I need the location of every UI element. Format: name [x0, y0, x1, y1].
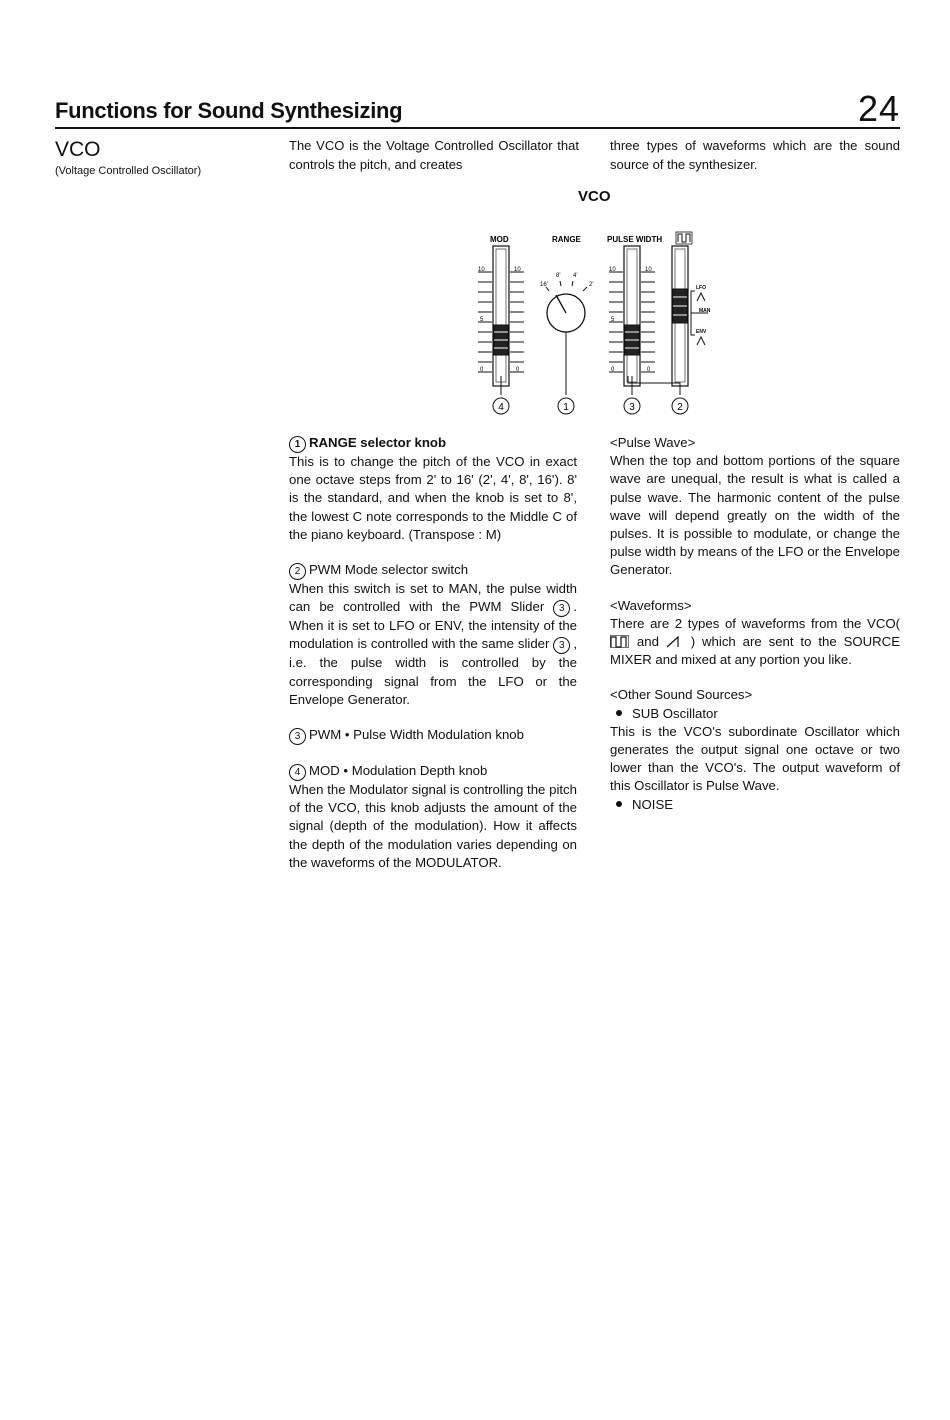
pwm-mode-body: When this switch is set to MAN, the pulse width can be controlled with the PWM Slider 3 . When it is set to LFO or ENV, the intensity of the modulation is controlled with the same slider 3 , i.e. the pulse width is controlled by the corresponding signal from the LFO or the Envelope Generator.: [289, 581, 577, 707]
callout-3: [624, 398, 640, 414]
sub-osc-label: SUB Oscillator: [610, 705, 900, 723]
range-knob-ticks: [546, 281, 587, 291]
waveforms-heading: <Waveforms>: [610, 597, 692, 613]
pwm-mode-switch[interactable]: [672, 246, 688, 386]
range-4-label: 4': [573, 273, 578, 279]
mod-scale-bottom: 0: [480, 367, 484, 373]
section-title: VCO: [55, 138, 101, 161]
pulse-width-slider[interactable]: [624, 246, 640, 386]
callout-2-number: 2: [677, 402, 683, 413]
range-knob[interactable]: [547, 294, 585, 332]
mod-scale-top: 10: [478, 267, 485, 273]
intro-col-2: three types of waveforms which are the sound source of the synthesizer.: [610, 138, 900, 172]
range-heading: 1 RANGE selector knob: [289, 434, 577, 453]
mod-label: MOD: [490, 235, 509, 244]
header-rule: [55, 127, 900, 129]
page-number: 24: [857, 88, 900, 129]
pwm-ref-b: 3: [553, 637, 570, 654]
callout-leaders: [501, 332, 680, 395]
intro-col-1: The VCO is the Voltage Controlled Oscillator that controls the pitch, and creates: [289, 138, 579, 172]
callout-2: [672, 398, 688, 414]
range-2-label: 2': [589, 282, 594, 288]
waveforms-body: There are 2 types of waveforms from the VCO( and ) which are sent to the SOURCE MIXER and mixed at any portion you like.: [610, 615, 900, 668]
mod-heading: 4 MOD • Modulation Depth knob: [289, 762, 577, 781]
bullet-icon: [616, 801, 622, 807]
range-16-label: 16': [540, 282, 548, 288]
pwm-mode-heading: 2 PWM Mode selector switch: [289, 561, 577, 580]
pwm-heading: 3 PWM • Pulse Width Modulation knob: [289, 726, 577, 745]
pwm-mode-brackets: [691, 291, 708, 345]
range-body: This is to change the pitch of the VCO in exact one octave steps from 2' to 16' (2', 4', 8', 16'). 8' is the standard, and when the knob is set to 8', the lowest C note corresponds to the Middle C of the piano keyboard. (Transpose : M): [289, 454, 577, 542]
pulse-width-label: PULSE WIDTH: [607, 235, 663, 244]
pwm-mode-number: 2: [289, 563, 306, 580]
callout-1: [558, 398, 574, 414]
mod-scale-bottom-right: 0: [516, 367, 520, 373]
page-header-title: Functions for Sound Synthesizing: [55, 98, 403, 123]
pwm-number: 3: [289, 728, 306, 745]
left-column: [289, 434, 577, 872]
pwm-ref-a: 3: [553, 600, 570, 617]
range-8-label: 8': [556, 273, 561, 279]
sawtooth-wave-icon: [666, 635, 684, 648]
callout-4-number: 4: [498, 402, 504, 413]
pw-scale-top-right: 10: [645, 267, 652, 273]
pulse-width-scale: [609, 272, 655, 372]
pulse-wave-symbol-icon: [676, 232, 692, 244]
range-number: 1: [289, 436, 306, 453]
env-position-label: ENV: [696, 329, 707, 335]
mod-scale-top-right: 10: [514, 267, 521, 273]
bullet-icon: [616, 710, 622, 716]
pulse-wave-heading: <Pulse Wave>: [610, 435, 696, 450]
range-label: RANGE: [552, 235, 581, 244]
vco-panel-diagram: [470, 225, 730, 420]
man-position-label: MAN: [699, 308, 711, 314]
right-column: [610, 434, 900, 814]
figure-title: VCO: [578, 188, 611, 205]
lfo-position-label: LFO: [696, 285, 706, 291]
pulse-wave-body: When the top and bottom portions of the square wave are unequal, the result is what is called a pulse wave. The harmonic content of the pulse wave will depend greatly on the width of the pulses. It is possible to modulate, or change the pulse width by means of the LFO or the Envelope Generator.: [610, 453, 900, 578]
section-subtitle: (Voltage Controlled Oscillator): [55, 165, 202, 177]
pw-scale-bottom-right: 0: [647, 367, 651, 373]
mod-body: When the Modulator signal is controlling the pitch of the VCO, this knob adjusts the amount of the signal (depth of the modulation). How it affects the depth of the modulation varies depending on the waveforms of the MODULATOR.: [289, 782, 577, 870]
noise-label: NOISE: [610, 796, 900, 814]
pw-scale-mid: 5: [611, 317, 615, 323]
mod-slider[interactable]: [493, 246, 509, 386]
pw-scale-bottom: 0: [611, 367, 615, 373]
callout-3-number: 3: [629, 402, 635, 413]
other-sources-heading: <Other Sound Sources>: [610, 687, 753, 703]
mod-number: 4: [289, 764, 306, 781]
sub-osc-body: This is the VCO's subordinate Oscillator which generates the output signal one octave or two lower than the VCO's. The output waveform of this Oscillator is Pulse Wave.: [610, 723, 900, 794]
square-wave-icon: [610, 635, 630, 648]
pw-scale-top: 10: [609, 267, 616, 273]
mod-scale-mid: 5: [480, 317, 484, 323]
callout-1-number: 1: [563, 402, 569, 413]
callout-4: [493, 398, 509, 414]
mod-scale: [478, 272, 524, 372]
